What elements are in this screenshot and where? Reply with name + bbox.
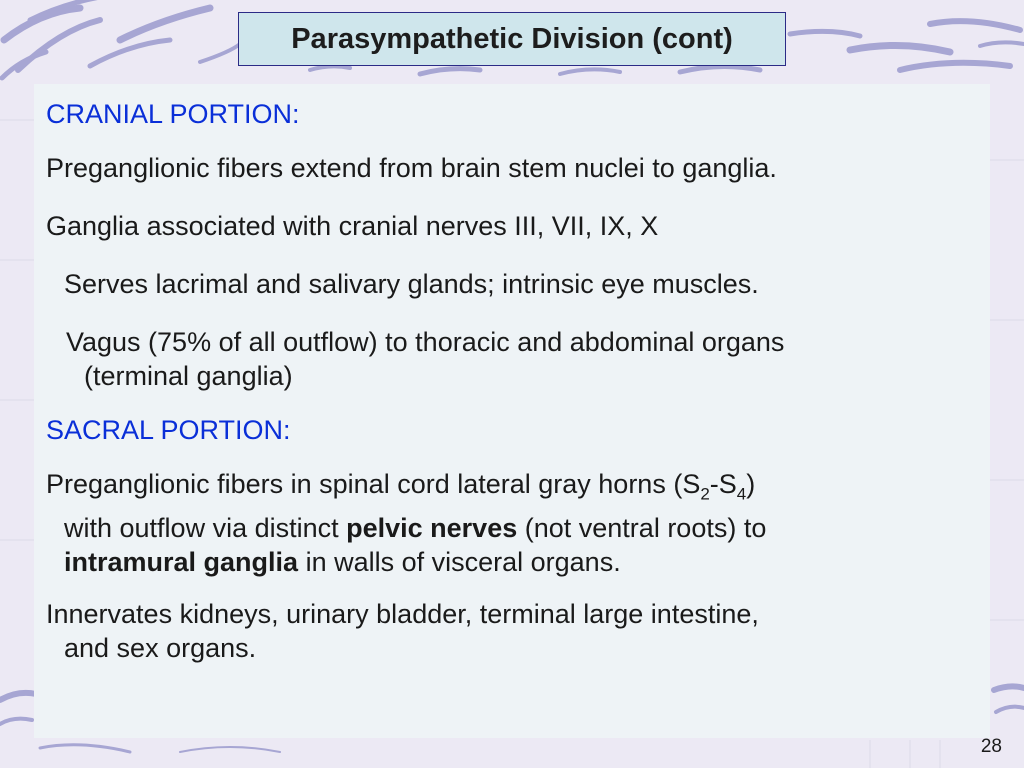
- innervates-line2: and sex organs.: [64, 633, 257, 664]
- cranial-sub-vagus: [46, 325, 986, 393]
- slide-body: [46, 97, 986, 665]
- cranial-sub-vagus-line2: (terminal ganglia): [84, 361, 293, 391]
- sacral-subscript-2: 2: [700, 484, 710, 504]
- slide-title-text: Parasympathetic Division (cont): [291, 22, 733, 55]
- sacral-text-3: (not ventral roots) to: [517, 513, 767, 544]
- sacral-portion-heading: SACRAL PORTION:: [46, 415, 291, 445]
- sacral-text-4: in walls of visceral organs.: [298, 547, 621, 578]
- sacral-paragraph-innervates: [46, 597, 986, 665]
- sacral-subscript-4: 4: [736, 484, 747, 504]
- cranial-sub-lacrimal: Serves lacrimal and salivary glands; intrinsic eye muscles.: [64, 269, 759, 299]
- cranial-portion-heading: CRANIAL PORTION:: [46, 99, 300, 129]
- pelvic-nerves-bold: pelvic nerves: [346, 513, 518, 544]
- cranial-line-preganglionic: Preganglionic fibers extend from brain stem nuclei to ganglia.: [46, 153, 777, 183]
- cranial-line-ganglia: Ganglia associated with cranial nerves III, VII, IX, X: [46, 211, 659, 241]
- sacral-paragraph-preganglionic: [46, 467, 986, 579]
- sacral-text-2: with outflow via distinct: [64, 513, 347, 544]
- slide-title: [238, 12, 786, 66]
- sacral-text-dash: -S: [709, 469, 737, 499]
- page-number: 28: [980, 736, 1002, 757]
- intramural-ganglia-bold: intramural ganglia: [64, 547, 299, 578]
- sacral-text-1: Preganglionic fibers in spinal cord lateral gray horns (S: [46, 469, 701, 499]
- sacral-text-close: ): [746, 469, 756, 499]
- cranial-sub-vagus-line1: Vagus (75% of all outflow) to thoracic and abdominal organs: [66, 327, 785, 357]
- innervates-line1: Innervates kidneys, urinary bladder, terminal large intestine,: [46, 599, 759, 630]
